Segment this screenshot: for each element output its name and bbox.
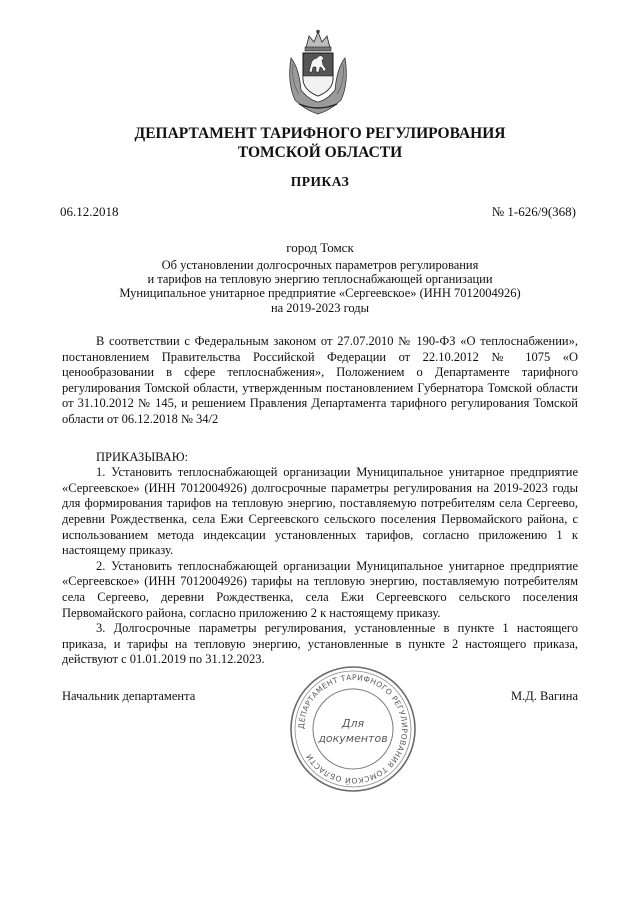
preamble-paragraph: В соответствии с Федеральным законом от 27.07.2010 № 190-ФЗ «О теплоснабжении», постановлением Правительства Российской Федерации от 22.10.2012 № 1075 «О ценообразовании в сфере теплоснабжения», Положением о Департаменте тарифного регулирования Томской области, утвержденным постановлением Губернатора Томской области от 31.10.2012 № 145, и решением Правления Департамента тарифного регулирования Томской области от 06.12.2018 № 34/2 <box>62 334 578 426</box>
document-type: ПРИКАЗ <box>290 174 350 189</box>
order-word: ПРИКАЗЫВАЮ: <box>96 449 189 464</box>
department-title-line-2: ТОМСКОЙ ОБЛАСТИ <box>237 144 403 161</box>
order-item-1: 1. Установить теплоснабжающей организации Муниципальное унитарное предприятие «Сергеевское» (ИНН 7012004926) долгосрочные параметры регулирования на 2019-2023 годы для формирования тарифов на тепловую энергию, поставляемую потребителям села Сергеево, деревни Рождественка, села Ежи Сергеевского сельского поселения Первомайского района, с использованием метода индексации установленных тарифов, согласно приложению 1 к настоящему приказу. <box>62 465 578 558</box>
coat-of-arms-emblem <box>285 28 351 116</box>
order-item-2: 2. Установить теплоснабжающей организации Муниципальное унитарное предприятие «Сергеевское» (ИНН 7012004926) тарифы на тепловую энергию, поставляемую потребителям села Сергеево, деревни Рождественка, села Ежи Сергеевского сельского поселения Первомайского района, согласно приложению 2 к настоящему приказу. <box>62 558 578 620</box>
subject-block <box>70 258 570 315</box>
order-item-3: 3. Долгосрочные параметры регулирования, установленные в пункте 1 настоящего приказа, и тарифы на тепловую энергию, установленные в пункте 2 настоящего приказа, действуют с 01.01.2019 по 31.12.2023. <box>62 621 578 667</box>
subject-line: Муниципальное унитарное предприятие «Сергеевское» (ИНН 7012004926) <box>119 286 521 301</box>
department-title-line-1: ДЕПАРТАМЕНТ ТАРИФНОГО РЕГУЛИРОВАНИЯ <box>134 125 506 142</box>
signer-name: М.Д. Вагина <box>511 689 578 703</box>
subject-line: на 2019-2023 годы <box>270 300 370 315</box>
document-body <box>62 334 578 668</box>
city: город Томск <box>286 240 354 255</box>
stamp-ring-text: ДЕПАРТАМЕНТ ТАРИФНОГО РЕГУЛИРОВАНИЯ ТОМСКОЙ ОБЛАСТИ <box>296 672 410 786</box>
document-number: № 1-626/9(368) <box>491 204 576 219</box>
stamp-center-line-2: документов <box>318 732 388 745</box>
subject-line: и тарифов на тепловую энергию теплоснабжающей организации <box>147 272 493 287</box>
document-date: 06.12.2018 <box>60 204 119 219</box>
signer-position: Начальник департамента <box>62 689 196 703</box>
stamp-center-line-1: Для <box>341 717 365 730</box>
department-title <box>0 124 640 162</box>
official-stamp <box>288 664 418 794</box>
subject-line: Об установлении долгосрочных параметров регулирования <box>161 258 479 272</box>
